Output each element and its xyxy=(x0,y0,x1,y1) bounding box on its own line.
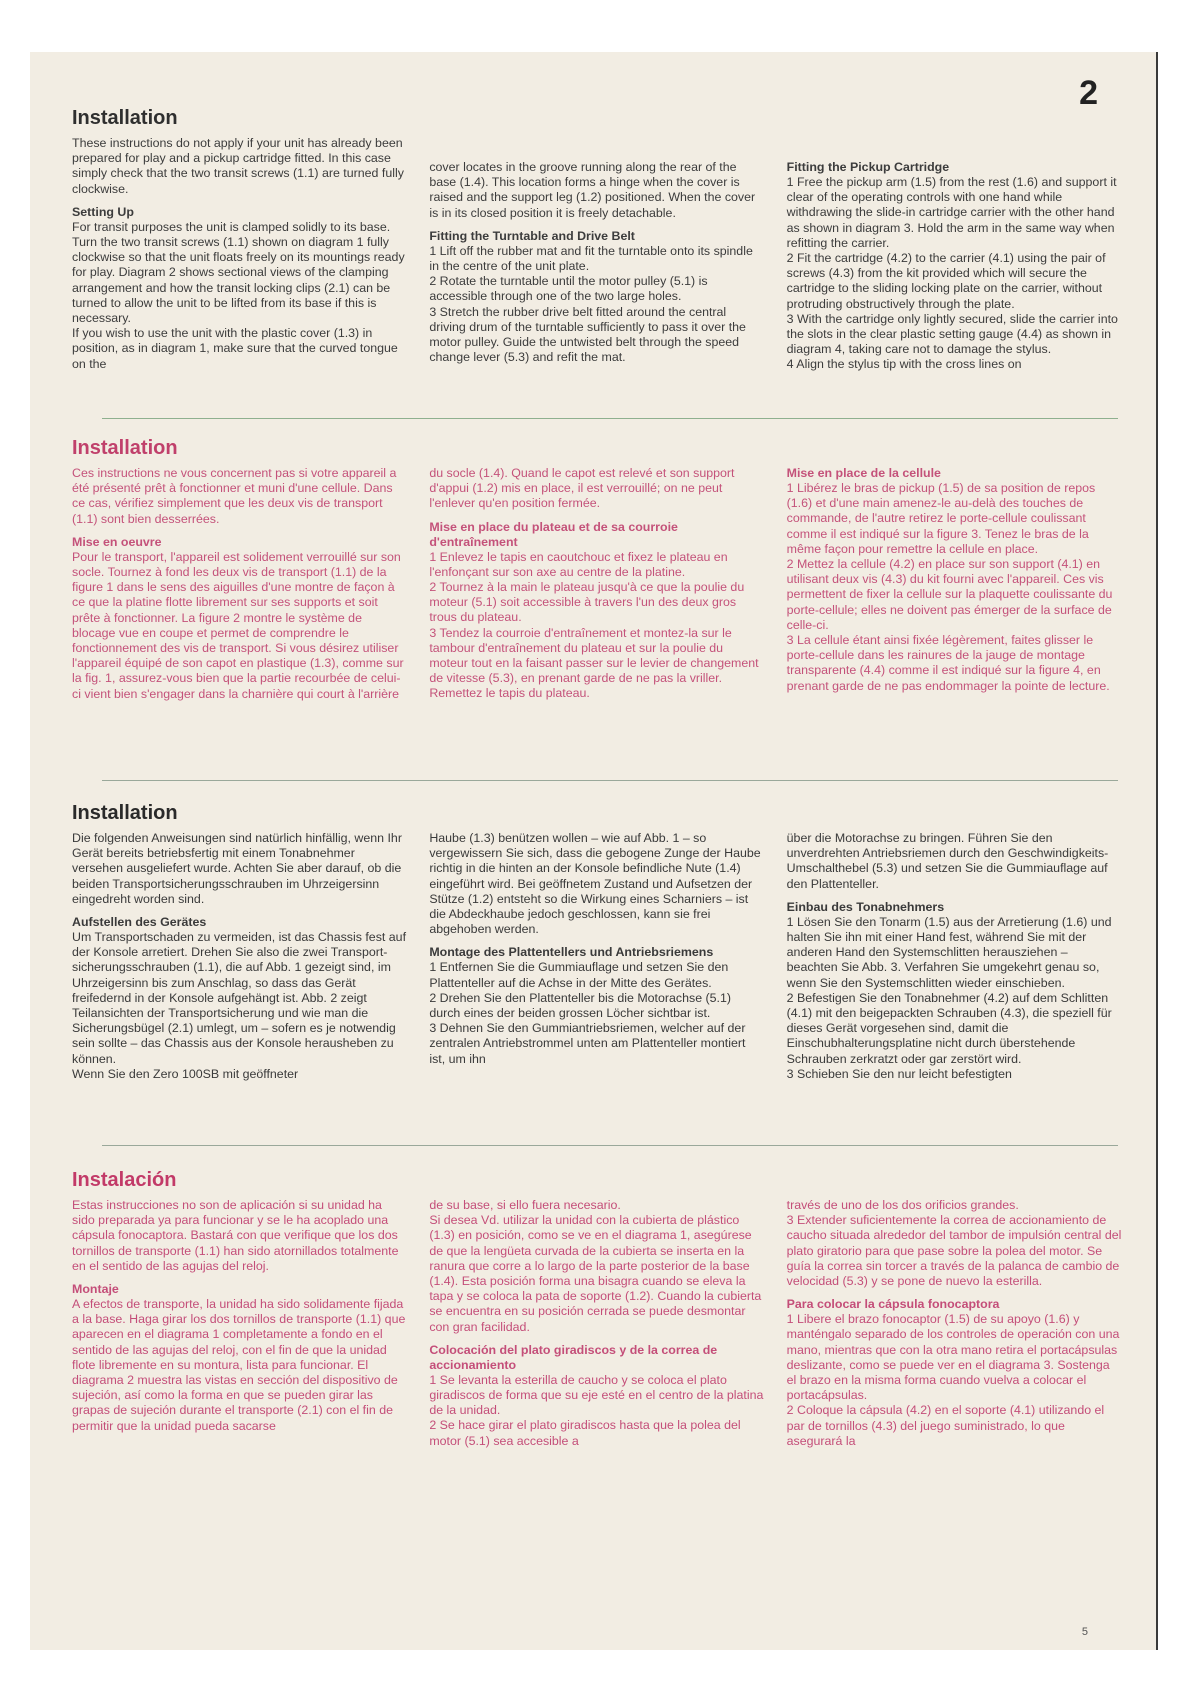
paragraph: 2 Drehen Sie den Plattenteller bis die Motorachse (5.1) durch eines der beiden grossen Löcher sichtbar ist. xyxy=(429,990,731,1021)
paragraph: If you wish to use the unit with the plastic cover (1.3) in position, as in diagram 1, make sure that the curved tongue on the xyxy=(72,326,398,371)
column-1 xyxy=(72,1198,407,1449)
paragraph: 4 Align the stylus tip with the cross lines on xyxy=(786,357,1022,372)
paragraph: Estas instrucciones no son de aplicación si su unidad ha sido preparada ya para funcionar y se le ha acoplado una cápsula fonocaptora. Bastará con que verifique que los dos tornillos de transporte (1.1) han sido atornillados totalmente en el sentido de las agujas del reloj. xyxy=(72,1198,399,1273)
paragraph: For transit purposes the unit is clamped solidly to its base. Turn the two transit screws (1.1) shown on diagram 1 fully clockwise so that the unit floats freely on its mountings ready for play. Diagram 2 shows sectional views of the clamping arrangement and how the transit locking clips (2.1) can be turned to allow the unit to be lifted from its base if this is necessary. xyxy=(72,219,405,326)
paragraph: Haube (1.3) benützen wollen – wie auf Abb. 1 – so vergewissern Sie sich, dass die gebogene Zunge der Haube richtig in die hinten an der Konsole befindliche Nute (1.4) eingeführt wird. Bei geöffnetem Zustand und Aufsetzen der Stütze (1.2) entsteht so die Wirkung eines Scharniers – ist die Abdeckhaube jedoch geschlossen, kann sie frei abgehoben werden. xyxy=(429,831,761,937)
paragraph: 1 Libere el brazo fonocaptor (1.5) de su apoyo (1.6) y manténgalo separado de los controles de operación con una mano, mientras que con la otra mano retira el portacápsulas deslizante, como se puede ver en el diagrama 3. Sostenga el brazo en la misma forma cuando vuelva a colocar el portacápsulas. xyxy=(786,1312,1120,1403)
manual-page xyxy=(30,52,1158,1650)
subheading: Colocación del plato giradiscos y de la correa de accionamiento xyxy=(429,1342,718,1372)
column-2 xyxy=(429,136,764,373)
divider xyxy=(102,780,1118,781)
subheading: Mise en place du plateau et de sa courroie d'entraînement xyxy=(429,519,678,549)
paragraph: Si desea Vd. utilizar la unidad con la cubierta de plástico (1.3) en posición, como se ve en el diagrama 1, asegúrese de que la lengüeta curvada de la cubierta se inserta en la ranura que corre a lo largo de la parte posterior de la base (1.4). Esta posición forma una bisagra cuando se eleva la tapa y se coloca la pata de soporte (1.2). Cuando la cubierta se encuentra en su posición cerrada se puede desmontar con gran facilidad. xyxy=(429,1213,762,1334)
subheading: Einbau des Tonabnehmers xyxy=(786,899,945,914)
page-number-bottom: 5 xyxy=(1081,1626,1088,1638)
paragraph: 1 Libérez le bras de pickup (1.5) de sa position de repos (1.6) et d'une main amenez-le au-delà des touches de commande, de l'autre retirez le porte-cellule coulissant comme il est indiqué sur la figure 3. Tenez le bras de la même façon pour remettre la cellule en place. xyxy=(786,481,1096,556)
column-1 xyxy=(72,831,407,1082)
paragraph: 3 Dehnen Sie den Gummiantriebsriemen, welcher auf der zentralen Antriebstrommel unten am Plattenteller montiert ist, um ihn xyxy=(429,1021,746,1066)
subheading: Montaje xyxy=(72,1282,119,1297)
paragraph: 2 Befestigen Sie den Tonabnehmer (4.2) auf dem Schlitten (4.1) mit den beigepackten Schrauben (4.3), die speziell für dieses Gerät vorgesehen sind, damit die Einschubhalterungsplatine nicht durch überstehende Schrauben zerkratzt oder gar zerstört wird. xyxy=(786,990,1112,1066)
paragraph: 3 Schieben Sie den nur leicht befestigten xyxy=(786,1066,1012,1081)
section-english xyxy=(72,107,1122,373)
paragraph: Die folgenden Anweisungen sind natürlich hinfällig, wenn Ihr Gerät bereits betriebsfertig mit einem Tonabnehmer versehen ausgeliefert wurde. Achten Sie aber darauf, ob die beiden Transportsicherungsschrauben im Uhrzeigersinn eingedreht worden sind. xyxy=(72,831,402,906)
paragraph: A efectos de transporte, la unidad ha sido solidamente fijada a la base. Haga girar los dos tornillos de transporte (1.1) que aparecen en el diagrama 1 completamente a fondo en el sentido de las agujas del reloj, con el fin de que la unidad flote libremente en su montura, lista para funcionar. El diagrama 2 muestra las vistas en sección del dispositivo de sujeción, así como la forma en que se pueden girar las grapas de sujeción durante el transporte (2.1) con el fin de permitir que la unidad pueda sacarse xyxy=(72,1297,406,1433)
paragraph: 1 Entfernen Sie die Gummiauflage und setzen Sie den Plattenteller auf die Achse in der Mitte des Gerätes. xyxy=(429,960,729,990)
paragraph: Ces instructions ne vous concernent pas si votre appareil a été présenté prêt à fonctionner et muni d'une cellule. Dans ce cas, vérifiez simplement que les deux vis de transport (1.1) sont bien desserrées. xyxy=(72,466,397,526)
paragraph: través de uno de los dos orificios grandes. xyxy=(786,1198,1019,1212)
section-german xyxy=(72,802,1122,1082)
paragraph: 3 With the cartridge only lightly secured, slide the carrier into the slots in the clear plastic setting gauge (4.4) as shown in diagram 4, taking care not to damage the stylus. xyxy=(786,311,1118,357)
paragraph: 1 Lösen Sie den Tonarm (1.5) aus der Arretierung (1.6) und halten Sie ihn mit einer Hand fest, während Sie mit der anderen Hand den Systemschlitten herausziehen – beachten Sie Abb. 3. Verfahren Sie umgekehrt genau so, wenn Sie den Systemschlitten wieder einschieben. xyxy=(786,914,1112,990)
paragraph: 1 Se levanta la esterilla de caucho y se coloca el plato giradiscos de forma que su eje esté en el centro de la platina de la unidad. xyxy=(429,1372,764,1418)
paragraph: 3 Tendez la courroie d'entraînement et montez-la sur le tambour d'entraînement du plateau et sur la poulie du moteur tout en la faisant passer sur le levier de changement de vitesse (5.3), en prenant garde de ne pas la vriller. Remettez le tapis du plateau. xyxy=(429,625,759,701)
paragraph: 1 Free the pickup arm (1.5) from the rest (1.6) and support it clear of the operating controls with one hand while withdrawing the slide-in cartridge carrier with the other hand as shown in diagram 3. Hold the arm in the same way when refitting the carrier. xyxy=(786,175,1117,250)
paragraph: über die Motorachse zu bringen. Führen Sie den unverdrehten Antriebsriemen durch den Geschwindigkeits-Umschalthebel (5.3) und setzen Sie die Gummiauflage auf den Plattenteller. xyxy=(786,831,1109,891)
column-3 xyxy=(787,466,1122,702)
paragraph: 2 Se hace girar el plato giradiscos hasta que la polea del motor (5.1) sea accesible a xyxy=(429,1418,741,1448)
column-3 xyxy=(787,136,1122,373)
section-title: Installation xyxy=(72,802,178,824)
section-spanish xyxy=(72,1169,1122,1449)
divider xyxy=(102,1145,1118,1146)
column-3 xyxy=(787,831,1122,1082)
paragraph: 3 Stretch the rubber drive belt fitted around the central driving drum of the turntable sufficiently to pass it over the motor pulley. Guide the untwisted belt through the speed change lever (5.3) and refit the mat. xyxy=(429,304,746,365)
column-2 xyxy=(429,1198,764,1449)
section-title: Installation xyxy=(72,437,178,459)
column-3 xyxy=(787,1198,1122,1449)
paragraph: Um Transportschaden zu vermeiden, ist das Chassis fest auf der Konsole arretiert. Drehen Sie also die zwei Transport-sicherungsschrauben (1.1), die auf Abb. 1 gezeigt sind, im Uhrzeigersinn bis zum Anschlag, so dass das Gerät freifedernd in der Konsole aufgehängt ist. Abb. 2 zeigt Teilansichten der Transportsicherung und wie man die Sicherungsbügel (2.1) umlegt, um – sofern es je notwendig sein sollte – das Chassis aus der Konsole herausheben zu können. xyxy=(72,930,407,1066)
subheading: Aufstellen des Gerätes xyxy=(72,915,207,930)
section-french xyxy=(72,437,1122,702)
subheading: Fitting the Turntable and Drive Belt xyxy=(429,228,635,243)
subheading: Para colocar la cápsula fonocaptora xyxy=(786,1297,1000,1312)
paragraph: 2 Coloque la cápsula (4.2) en el soporte (4.1) utilizando el par de tornillos (4.3) del juego suministrado, lo que asegurará la xyxy=(786,1403,1105,1448)
paragraph: 3 Extender suficientemente la correa de accionamiento de caucho situada alrededor del tambor de impulsión central del plato giratorio para que pase sobre la polea del motor. Se guía la correa sin torcer a través de la palanca de cambio de velocidad (5.3) y se pone de nuevo la esterilla. xyxy=(786,1213,1122,1289)
paragraph: de su base, si ello fuera necesario. xyxy=(429,1198,621,1212)
divider xyxy=(102,418,1118,419)
subheading: Mise en oeuvre xyxy=(72,534,162,549)
column-1 xyxy=(72,136,407,373)
section-title: Instalación xyxy=(72,1169,177,1191)
paragraph: 1 Lift off the rubber mat and fit the turntable onto its spindle in the centre of the unit plate. xyxy=(429,243,753,274)
column-1 xyxy=(72,466,407,702)
paragraph: 2 Rotate the turntable until the motor pulley (5.1) is accessible through one of the two large holes. xyxy=(429,274,708,304)
paragraph: 3 La cellule étant ainsi fixée légèrement, faites glisser le porte-cellule dans les rainures de la jauge de montage transparente (4.4) comme il est indiqué sur la figure 4, en prenant garde de ne pas endommager la pointe de lecture. xyxy=(786,633,1110,693)
paragraph: 2 Mettez la cellule (4.2) en place sur son support (4.1) en utilisant deux vis (4.3) du kit fourni avec l'appareil. Ces vis permettent de fixer la cellule sur la plaquette coulissante du porte-cellule; elles ne doivent pas émerger de la surface de celle-ci. xyxy=(786,557,1113,632)
paragraph: Pour le transport, l'appareil est solidement verrouillé sur son socle. Tournez à fond les deux vis de transport (1.1) de la figure 1 dans le sens des aiguilles d'une montre de façon à ce que la platine flotte librement sur ses supports et soit prête à fonctionner. La figure 2 montre le système de blocage vue en coupe et permet de comprendre le fonctionnement des vis de transport. Si vous désirez utiliser l'appareil équipé de son capot en plastique (1.3), comme sur la fig. 1, assurez-vous bien que la partie recourbée de celui-ci vient bien s'engager dans la charnière qui court à l'arrière xyxy=(72,549,404,701)
subheading: Montage des Plattentellers und Antriebsriemens xyxy=(429,945,714,960)
subheading: Setting Up xyxy=(72,204,134,219)
column-2 xyxy=(429,466,764,702)
subheading: Fitting the Pickup Cartridge xyxy=(786,160,950,174)
section-title: Installation xyxy=(72,107,178,129)
paragraph: 2 Fit the cartridge (4.2) to the carrier (4.1) using the pair of screws (4.3) from the kit provided which will secure the cartridge to the sliding locking plate on the carrier, without protruding obstructively through the plate. xyxy=(786,251,1106,311)
paragraph: 2 Tournez à la main le plateau jusqu'à ce que la poulie du moteur (5.1) soit accessible à travers l'un des deux gros trous du plateau. xyxy=(429,580,745,625)
paragraph: du socle (1.4). Quand le capot est relevé et son support d'appui (1.2) mis en place, il est verrouillé; on ne peut l'enlever qu'en position fermée. xyxy=(429,466,735,511)
paragraph: 1 Enlevez le tapis en caoutchouc et fixez le plateau en l'enfonçant sur son axe au centre de la platine. xyxy=(429,549,728,579)
column-2 xyxy=(429,831,764,1082)
paragraph: Wenn Sie den Zero 100SB mit geöffneter xyxy=(72,1066,299,1081)
page-number-top: 2 xyxy=(1079,74,1098,112)
paragraph: cover locates in the groove running along the rear of the base (1.4). This location forms a hinge when the cover is raised and the support leg (1.2) positioned. When the cover is in its closed position it is freely detachable. xyxy=(429,160,756,220)
subheading: Mise en place de la cellule xyxy=(786,466,941,480)
paragraph: These instructions do not apply if your unit has already been prepared for play and a pickup cartridge fitted. In this case simply check that the two transit screws (1.1) are turned fully clockwise. xyxy=(72,136,404,196)
